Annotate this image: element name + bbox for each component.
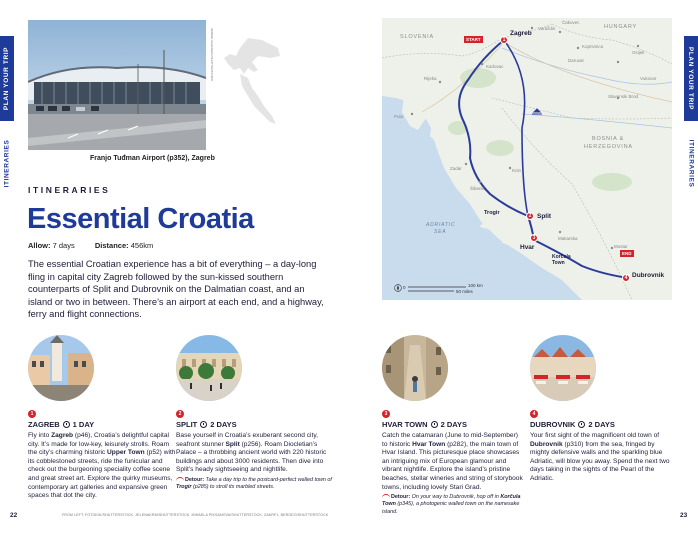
hvar-photo (382, 335, 448, 401)
map-place-knin: Knin (512, 168, 522, 173)
gutter-tab-plan-your-trip-right: PLAN YOUR TRIP (684, 36, 698, 121)
gutter-tab-plan-your-trip: PLAN YOUR TRIP (0, 36, 14, 121)
zagreb-photo (28, 335, 94, 401)
map-city-dubrovnik: Dubrovnik (632, 272, 665, 279)
stop-dubrovnik (530, 410, 672, 484)
airport-photo (28, 20, 206, 150)
end-badge: END (622, 251, 632, 256)
clock-icon (578, 421, 585, 428)
page-number-left: 22 (10, 512, 18, 519)
map-place-koprivnica: Koprivnica (582, 44, 604, 49)
detour-note: Detour: On your way to Dubrovnik, hop off in Korčula Town (p345), a photogenic walled town on the namesake island. (382, 494, 521, 515)
map-label-herzegovina: HERZEGOVINA (584, 144, 633, 150)
stop-heading: DUBROVNIK 2 DAYS (530, 420, 615, 429)
distance-value: 456km (130, 241, 154, 250)
map-stop-1: 1 (500, 36, 508, 44)
map-city-korcula: Korčula Town (552, 254, 571, 266)
map-place-vukovar: Vukovar (640, 76, 657, 81)
map-stop-4: 4 (622, 274, 630, 282)
page-title: Essential Croatia (27, 203, 254, 235)
stop-heading: ZAGREB 1 DAY (28, 420, 95, 429)
map-city-trogir: Trogir (484, 210, 500, 216)
map-place-rijeka: Rijeka (424, 76, 437, 81)
stop-description: Base yourself in Croatia’s exuberant second city, seafront stunner Split (p256). Roam Diocletian’s Palace – a throbbing ancient world with 220 historic buildings and about 3000 residents. Then dive into Split’s heady sightseeing and nightlife. (176, 432, 327, 474)
stop-number: 2 (176, 410, 184, 418)
map-place-sibenik: Šibenik (470, 186, 485, 191)
split-photo (176, 335, 242, 401)
stop-heading: SPLIT 2 DAYS (176, 420, 237, 429)
croatia-locator-map (218, 34, 284, 130)
photo-credits: FROM LEFT: FOTOKIK/SHUTTERSTOCK, JELENAKRM/SHUTTERSTOCK, MIHAELA PIKSANOVA/SHUTTERSTOCK, ZAKRF1, BEROEO/SHUTTERSTOCK (62, 513, 329, 517)
map-label-sea: SEA (434, 229, 447, 235)
photo-credit: SERGEI ALEKSEEV/SHUTTERSTOCK (210, 28, 214, 81)
map-place-pula: Pula (394, 114, 404, 119)
map-place-daruvar: Daruvar (568, 58, 585, 63)
stop-description: Your first sight of the magnificent old town of Dubrovnik (p310) from the sea, fringed by mighty defensive walls and the sparkling blue Adriatic, will blow you away. Spend the next two days taking in the sights of the Pearl of the Adriatic. (530, 432, 670, 482)
stop-number: 3 (382, 410, 390, 418)
section-label: ITINERARIES (28, 185, 111, 195)
allow-value: 7 days (52, 241, 75, 250)
left-gutter (0, 0, 14, 538)
stop-hvar (382, 410, 524, 516)
trip-meta (28, 241, 153, 250)
stop-split (176, 410, 332, 492)
page-number-right: 23 (680, 512, 688, 519)
detour-note: Detour: Take a day trip to the postcard-perfect walled town of Trogir (p285) to stroll its marbled streets. (176, 476, 332, 491)
dubrovnik-photo (530, 335, 596, 401)
map-place-makarska: Makarska (558, 236, 578, 241)
map-stop-3: 3 (530, 234, 538, 242)
route-map (382, 18, 672, 300)
stop-number: 4 (530, 410, 538, 418)
map-place-mostar: Mostar (614, 244, 628, 249)
start-badge: START (466, 37, 481, 42)
map-place-slavonski-brod: Slavonski Brod (608, 94, 639, 99)
distance-label: Distance: (94, 241, 129, 250)
map-label-adriatic: ADRIATIC (426, 222, 456, 228)
map-place-varazdin: Varaždin (538, 26, 556, 31)
intro-paragraph: The essential Croatian experience has a bit of everything – a day-long fling in capital city Zagreb followed by the sun-kissed southern counterparts of Split and Dubrovnik on the Dalmatian coast, and an island or two in between. There’s an airport at each end, and a highway, ferry and flight connections. (28, 259, 324, 320)
map-label-bosnia: BOSNIA & (592, 136, 625, 142)
map-place-karlovac: Karlovac (486, 64, 504, 69)
map-place-zadar: Zadar (450, 166, 462, 171)
stop-description: Fly into Zagreb (p46), Croatia’s delightful capital city. It’s made for low-key, leisurely strolls. Roam the city’s charming historic Upper Town (p52) with its cobblestoned streets, ride the funicular and check out the burgeoning speciality coffee scene and great street art. Explore the quirky museums, contemporary art galleries and expansive green spaces that dot the city. (28, 432, 176, 500)
map-place-cakovec: Čakovec (562, 20, 580, 25)
stop-description: Catch the catamaran (June to mid-September) to historic Hvar Town (p282), the main town of Hvar Island. This picturesque place showcases an intriguing mix of European glamour and vibrant nightlife. Explore the island’s pristine beaches, stellar wineries and string of storybook towns, including lovely Stari Grad. (382, 432, 523, 491)
map-label-hungary: HUNGARY (604, 24, 638, 30)
map-city-hvar: Hvar (520, 244, 535, 251)
gutter-tab-itineraries: ITINERARIES (0, 121, 14, 206)
map-city-split: Split (537, 213, 552, 220)
map-scale: 0 100 km 50 miles (394, 282, 484, 296)
stop-number: 1 (28, 410, 36, 418)
route-map-svg (382, 18, 672, 300)
allow-label: Allow: (28, 241, 51, 250)
map-stop-2: 2 (526, 212, 534, 220)
detour-arrow-icon (176, 477, 184, 481)
gutter-tab-itineraries-right: ITINERARIES (684, 121, 698, 206)
map-place-osijek: Osijek (632, 50, 645, 55)
detour-arrow-icon (382, 494, 390, 498)
clock-icon (200, 421, 207, 428)
right-gutter (684, 0, 698, 538)
stop-zagreb (28, 410, 178, 501)
clock-icon (63, 421, 70, 428)
stop-heading: HVAR TOWN 2 DAYS (382, 420, 467, 429)
photo-caption: Franjo Tuđman Airport (p352), Zagreb (90, 155, 215, 162)
map-city-zagreb: Zagreb (510, 30, 532, 37)
clock-icon (431, 421, 438, 428)
map-label-slovenia: SLOVENIA (400, 34, 434, 40)
